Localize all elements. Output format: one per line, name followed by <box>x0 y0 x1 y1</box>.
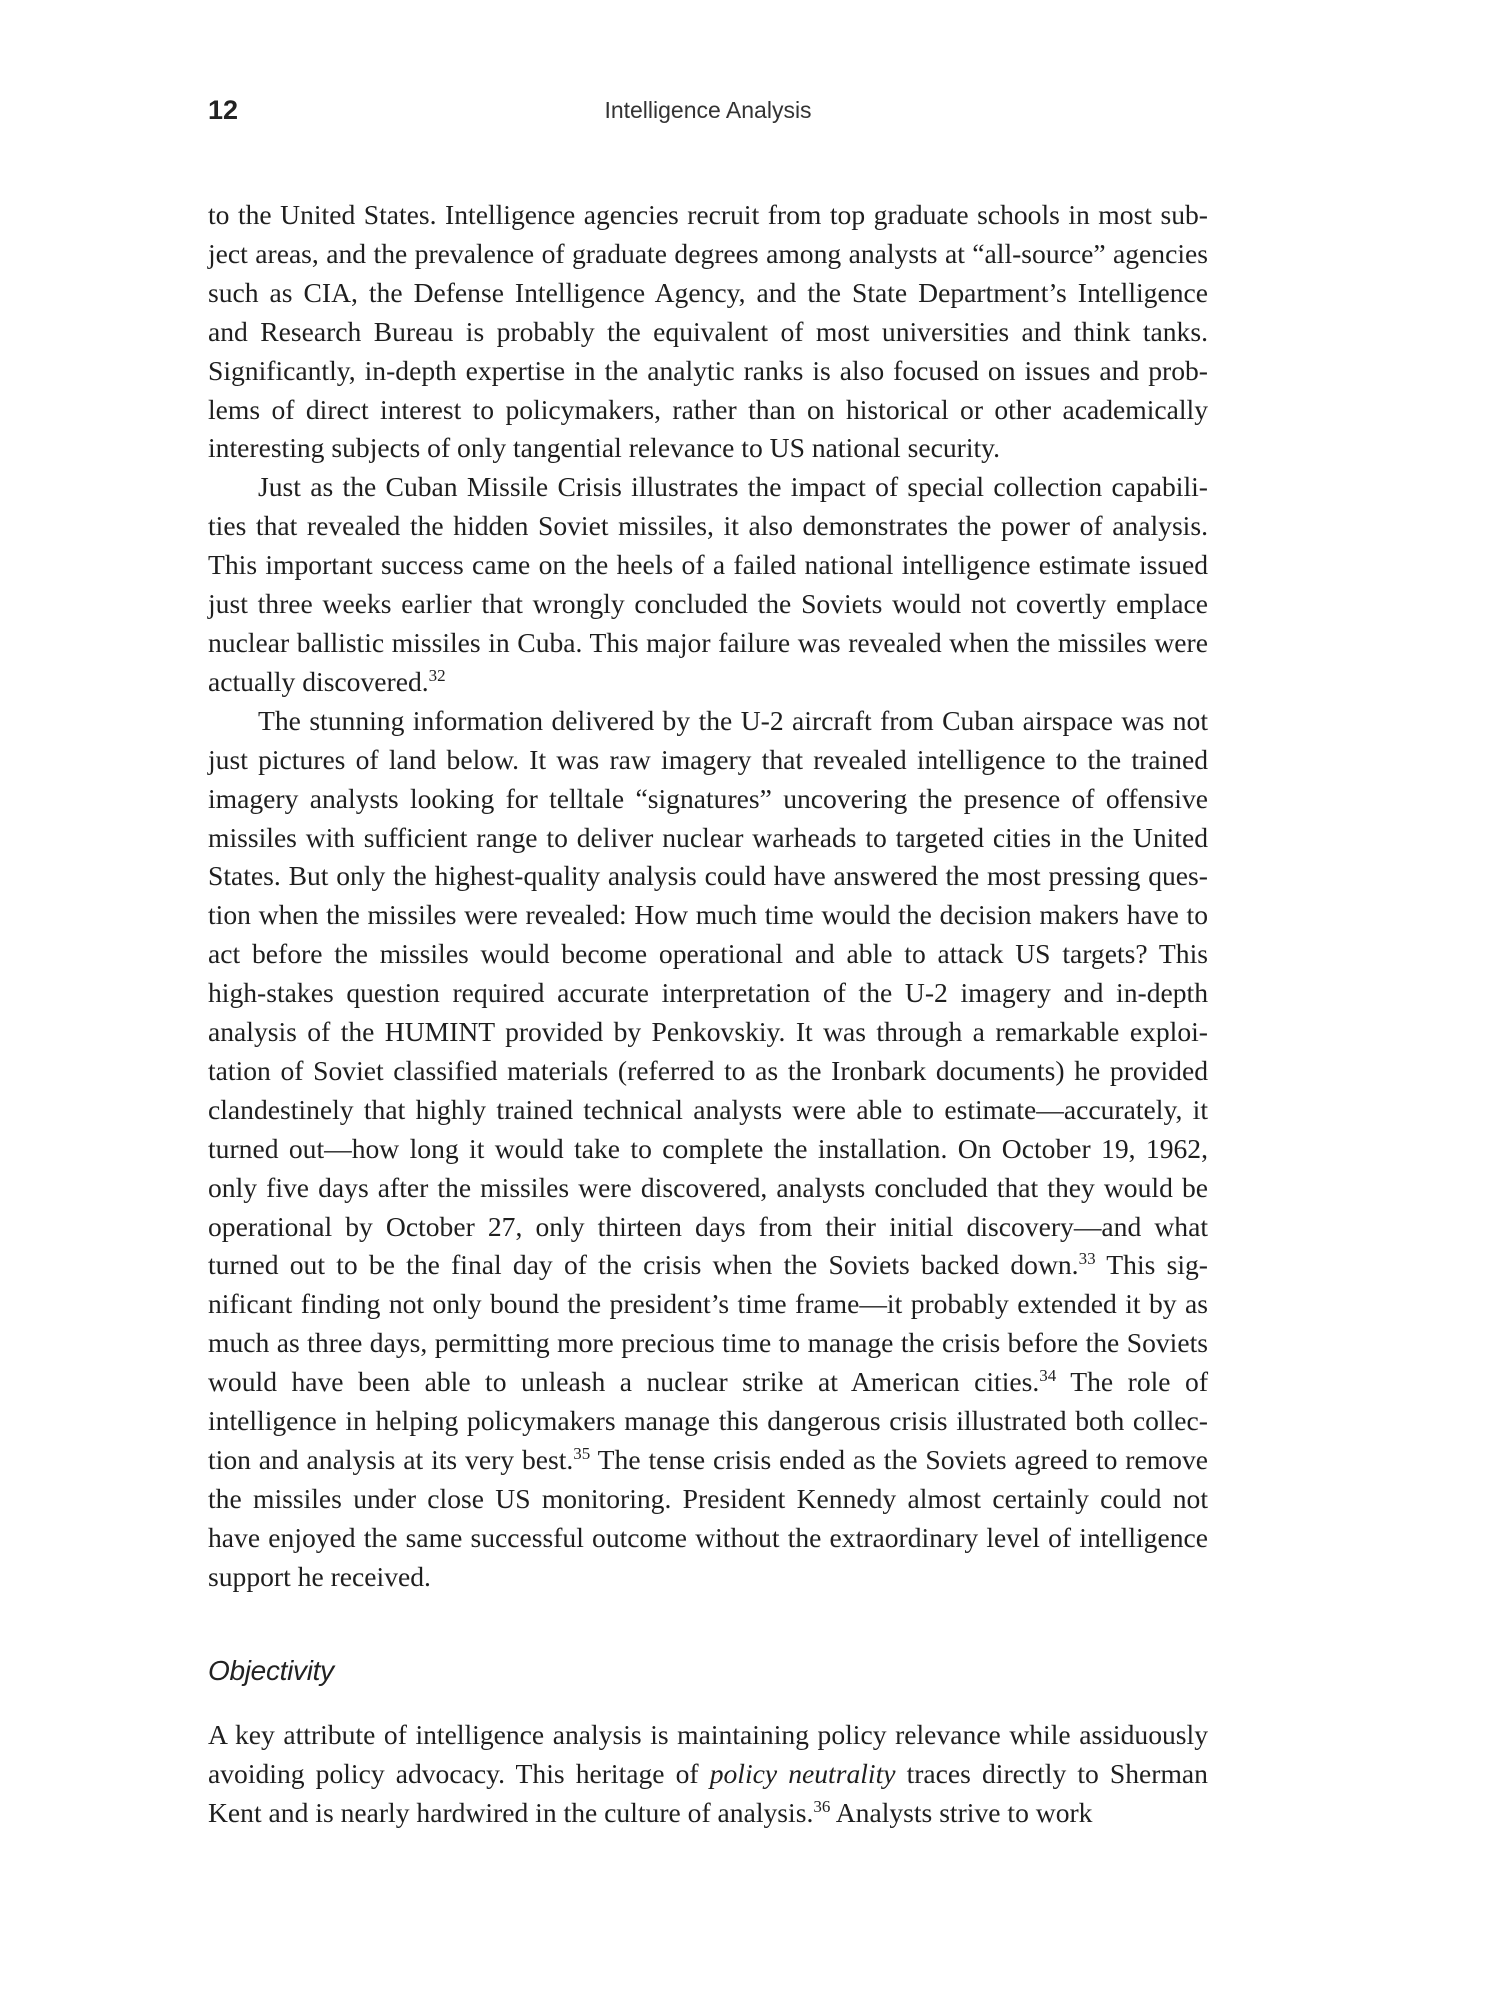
section-heading: Objectivity <box>208 1655 334 1686</box>
emphasized-text: policy neutrality <box>709 1757 896 1789</box>
footnote-ref: 36 <box>813 1796 831 1816</box>
paragraph <box>208 702 1208 1597</box>
footnote-ref: 33 <box>1078 1249 1096 1269</box>
footnote-ref: 32 <box>428 665 446 685</box>
text-run: to the United States. Intelligence agencies recruit from top graduate schools in most subject areas, and the prevalence of graduate degrees among analysts at “all-source” agencies such as CIA, the Defense Intelligence Agency, and the State Department’s Intelligence and Research Bureau is probably the equivalent of most universities and think tanks. Significantly, in-depth expertise in the analytic ranks is also focused on issues and problems of direct interest to policymakers, rather than on historical or other academically interesting subjects of only tangential relevance to US national security. <box>208 199 1208 464</box>
body-text <box>208 196 1208 1597</box>
text-run: A key attribute of intelligence analysis is maintaining policy relevance while assiduously avoiding policy advocacy. This heritage of <box>208 1719 1208 1789</box>
text-run: The tense crisis ended as the Soviets agreed to remove the missiles under close US monitoring. President Kennedy almost certainly could not have enjoyed the same successful outcome without the extraordinary level of intelligence support he received. <box>208 1444 1208 1592</box>
footnote-ref: 35 <box>573 1443 591 1463</box>
text-run: The role of intelligence in helping policymakers manage this dangerous crisis illustrated both collection and analysis at its very best. <box>208 1366 1209 1475</box>
text-run: This significant finding not only bound the president’s time frame—it probably extended it by as much as three days, permitting more precious time to manage the crisis before the Soviets would have been able to unleash a nuclear strike at American cities. <box>208 1249 1208 1398</box>
paragraph <box>208 196 1208 468</box>
text-run: traces directly to Sherman Kent and is nearly hardwired in the culture of analysis. <box>208 1757 1208 1828</box>
page-number: 12 <box>208 95 239 125</box>
text-run: The stunning information delivered by the U-2 aircraft from Cuban airspace was not just pictures of land below. It was raw imagery that revealed intelligence to the trained imagery analysts looking for telltale “signatures” uncovering the presence of offensive missiles with sufficient range to deliver nuclear warheads to targeted cities in the United States. But only the highest-quality analysis could have answered the most pressing question when the missiles were revealed: How much time would the decision makers have to act before the missiles would become operational and able to attack US targets? This high-stakes question required accurate interpretation of the U-2 imagery and in-depth analysis of the HUMINT provided by Penkovskiy. It was through a remarkable exploitation of Soviet classified materials (referred to as the Ironbark documents) he provided clandestinely that highly trained technical analysts were able to estimate—accurately, it turned out—how long it would take to complete the installation. On October 19, 1962, only five days after the missiles were discovered, analysts concluded that they would be operational by October 27, only thirteen days from their initial discovery—and what turned out to be the final day of the crisis when the Soviets backed down. <box>208 704 1208 1281</box>
text-run: Just as the Cuban Missile Crisis illustrates the impact of special collection capabilities that revealed the hidden Soviet missiles, it also demonstrates the power of analysis. This important success came on the heels of a failed national intelligence estimate issued just three weeks earlier that wrongly concluded the Soviets would not covertly emplace nuclear ballistic missiles in Cuba. This major failure was revealed when the missiles were actually discovered. <box>208 471 1208 697</box>
text-run: Analysts strive to work <box>830 1796 1093 1828</box>
section-paragraph <box>208 1716 1208 1833</box>
running-title: Intelligence Analysis <box>604 97 812 123</box>
section-body <box>208 1716 1208 1833</box>
footnote-ref: 34 <box>1039 1366 1057 1385</box>
paragraph <box>208 468 1208 701</box>
running-head <box>208 95 1208 131</box>
